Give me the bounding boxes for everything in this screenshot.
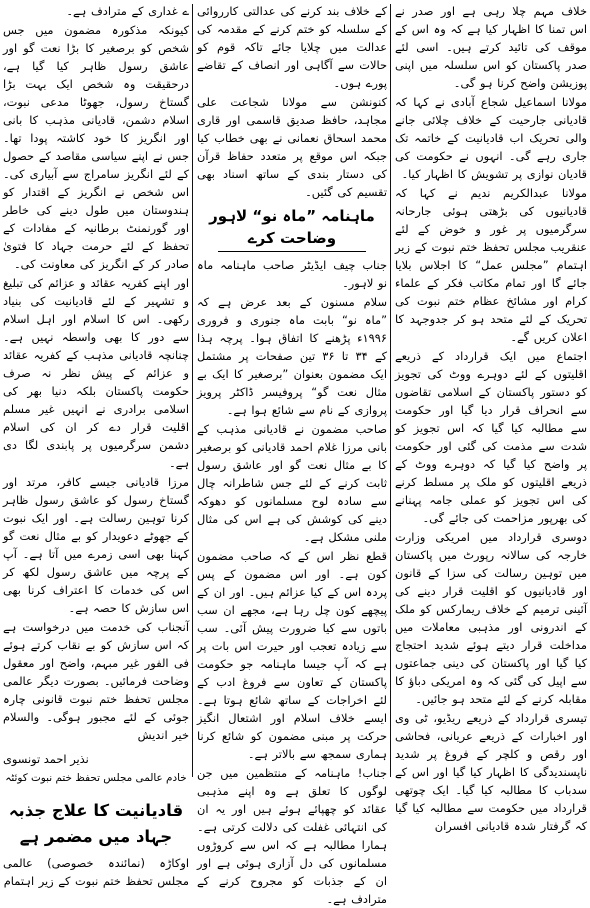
article-paragraph: اجتماع میں ایک قرارداد کے ذریعے اقلیتوں کے لئے دوہرے ووٹ کی تجویز کو دستور پاکستان کے اسلامی تقاضوں سے انحراف قرار دیا گیا اور حکومت سے مطالبہ کیا گیا کہ اس تجویز کو شدت سے مذمت کی گئی اور حکومت پر واضح کیا گیا کہ دوہرے ووٹ کے ذریعے اقلیتوں کو ملک پر مسلط کرنے کی اس تجویز کو عملی جامہ پہنانے کی بھرپور مزاحمت کی جائے گی۔ [395, 349, 587, 525]
column-divider [390, 4, 391, 777]
letter-heading: ماہنامہ ”ماہ نو“ لاہور وضاحت کرے [209, 207, 375, 247]
letter-paragraph: صاحب مضمون نے قادیانی مذہب کے بانی مرزا غلام احمد قادیانی کو برصغیر کا بے مثال نعت گو اور عاشق رسول ثابت کرنے کے لئے جس شاطرانہ چال سے سادہ لوح مسلمانوں کو دھوکہ دینے کی کوشش کی ہے اس کی مثال ملنی مشکل ہے۔ [197, 422, 387, 544]
article-paragraph: اور اپنے کفریہ عقائد و عزائم کی تبلیغ و تشہیر کے لئے قادیانیت کی بنیاد رکھی۔ اس کا اسلام اور اہل اسلام سے دور کا بھی واسطہ نہیں ہے۔ چنانچہ قادیانی مذہب کے کفریہ عقائد و عزائم کے پیش نظر نہ صرف حکومت پاکستان بلکہ دنیا بھر کی اسلامی برادری نے انہیں غیر مسلم اقلیت قرار دے کر ان کی اسلام دشمن سرگرمیوں پر پابندی لگا دی ہے۔ [3, 276, 189, 470]
article-paragraph: کے خلاف بند کرنے کی عدالتی کارروائی کے سلسلہ کو ختم کرنے کے مقدمہ کی عدالت میں چلایا جائے تاکہ قوم کو حالات سے آگاہی اور انصاف کے تقاضے پورے ہوں۔ [197, 4, 387, 90]
letter-paragraph: سلام مسنون کے بعد عرض ہے کہ ”ماہ نو“ بابت ماہ جنوری و فروری ۱۹۹۶ء پڑھنے کا اتفاق ہوا۔ پرچہ ہذا کے ۳۴ تا ۳۶ تین صفحات پر مشتمل ایک مضمون بعنوان ”برصغیر کا ایک بے مثال نعت گو“ پروفیسر ڈاکٹر پرویز پروازی کے نام سے شائع ہوا ہے۔ [197, 295, 388, 417]
article-headline: قادیانیت کا علاج جذبہ جہاد میں مضمر ہے [8, 801, 184, 846]
article-paragraph: خلاف مہم چلا رہی ہے اور صدر نے اس تمنا کا اظہار کیا ہے کہ وہ اس کے موقف کی تائید کرتے ہیں۔ اسی لئے صدر پاکستان کو اس سلسلہ میں اپنی پوزیشن واضح کرنا ہو گی۔ [395, 4, 587, 90]
letter-paragraph: قطع نظر اس کے کہ صاحب مضمون کون ہے۔ اور اس مضمون کے پس پردہ اس کے کیا عزائم ہیں۔ اور ان کے پیچھے کون چل رہا ہے، مجھے ان سب باتوں سے کیا ضرورت پیش آئی۔ سب سے زیادہ تعجب اور حیرت اس بات پر ہے کہ آپ جیسا ماہنامہ جو حکومت پاکستان کے تعاون سے فروغ ادب کے لئے اخراجات کے ساتھ شائع ہوتا ہے۔ ایسے خلاف اسلام اور اشتعال انگیز حرکت پر مبنی مضمون کو شائع کرنا ہماری سمجھ سے بالاتر ہے۔ [197, 549, 387, 761]
column-divider [192, 4, 193, 777]
article-paragraph: مولانا اسماعیل شجاع آبادی نے کہا کہ قادیانی جارحیت کے خلاف چلائی جانے والی تحریک اب قادیانیت کے خاتمہ تک جاری رہے گی۔ انہوں نے حکومت کی قادیان نوازی پر تشویش کا اظہار کیا۔ [395, 95, 587, 181]
article-paragraph: ے غداری کے مترادف ہے۔ [66, 4, 189, 18]
article-paragraph: کیونکہ مذکورہ مضمون میں جس شخص کو برصغیر کا بڑا نعت گو اور عاشق رسول ظاہر کیا گیا ہے، درحقیقت وہ شخص ایک بہت بڑا گستاخ رسول، جھوٹا مدعی نبوت، اسلام دشمن، قادیانی مذہب کا بانی اور انگریز کا خود کاشتہ پودا تھا۔ جس نے اپنے سیاسی مقاصد کے حصول کے لئے انگریز سامراج سے آبیاری کی۔ اس شخص نے انگریز کے اقتدار کو ہندوستان میں طول دینے کی خاطر اور گورنمنٹ برطانیہ کے مفادات کے تحفظ کے لئے حرمت جہاد کا فتویٰ صادر کر کے انگریز کی معاونت کی۔ [3, 23, 189, 271]
middle-column [194, 2, 390, 906]
left-column [0, 2, 192, 888]
letter-signature: نذیر احمد تونسوی [3, 752, 89, 766]
article-paragraph: اوکاڑہ (نمائندہ خصوصی) عالمی مجلس تحفظ ختم نبوت کے زیر اہتمام [3, 856, 189, 888]
article-paragraph: آنجناب کی خدمت میں درخواست ہے کہ اس سازش کو بے نقاب کرتے ہوئے فی الفور غیر مبہم، واضح اور معقول وضاحت فرمائیں۔ بصورت دیگر عالمی مجلس تحفظ ختم نبوت قانونی چارہ جوئی کے لئے مجبور ہوگی۔ والسلام خیر اندیش [3, 620, 189, 742]
letter-paragraph: جناب! ماہنامہ کے منتظمین میں جن لوگوں کا تعلق ہے وہ اپنے مذہبی عقائد کو چھپائے ہوئے ہیں اور یہ ان کی انتہائی غفلت کی دلالت کرتی ہے۔ ہمارا مطالبہ ہے کہ اس سے کروڑوں مسلمانوں کی دل آزاری ہوئی ہے اور ان کے جذبات کو مجروح کرنے کے مترادف ہے۔ [197, 766, 387, 906]
right-column [392, 2, 590, 833]
heading-underline [218, 251, 366, 252]
letter-salutation: جناب چیف ایڈیٹر صاحب ماہنامہ ماہ نو لاہور۔ [197, 258, 387, 290]
article-paragraph: کنونشن سے مولانا شجاعت علی مجاہد، حافظ صدیق قاسمی اور قاری محمد اسحاق نعمانی نے بھی خطاب کیا جبکہ اس موقع پر متعدد حفاظ قرآن کی دستار بندی کے ساتھ اسناد بھی تقسیم کی گئیں۔ [197, 95, 387, 199]
article-paragraph: تیسری قرارداد کے ذریعے ریڈیو، ٹی وی اور اخبارات کے ذریعے عریانی، فحاشی اور رقص و کلچر کے فروغ پر شدید ناپسندیدگی کا اظہار کیا گیا اور اس کے سدباب کا مطالبہ کیا گیا۔ ایک چوتھی قرارداد میں حکومت سے مطالبہ کیا گیا کہ گرفتار شدہ قادیانی افسران [395, 711, 587, 833]
article-paragraph: مولانا عبدالکریم ندیم نے کہا کہ قادیانیوں کی بڑھتی ہوئی جارحانہ سرگرمیوں پر غور و خوض کے لئے عنقریب مجلس تحفظ ختم نبوت کے زیر اہتمام ”مجلس عمل“ کا اجلاس بلایا جائے گا اور تمام مکاتب فکر کے علماء کرام اور مشائخ عظام ختم نبوت کی تحریک کے لئے متحد ہو کر جدوجہد کا اعلان کریں گے۔ [395, 186, 587, 344]
signature-credit: خادم عالمی مجلس تحفظ ختم نبوت کوئٹہ [5, 772, 187, 784]
article-paragraph: مرزا قادیانی جیسے کافر، مرتد اور گستاخ رسول کو عاشق رسول ظاہر کرنا توہین رسالت ہے۔ اور ایک نبوت کے جھوٹے دعویدار کو بے مثال نعت گو کہنا بھی اسی زمرے میں آتا ہے۔ آپ کے پرچہ میں عاشق رسول لکھ کر اس کی خدمات کا اعتراف کرنا بھی اس سازش کا حصہ ہے۔ [3, 475, 189, 615]
article-paragraph: دوسری قرارداد میں امریکی وزارت خارجہ کی سالانہ رپورٹ میں پاکستان میں توہین رسالت کی سزا کے قانون اور قادیانیوں کو اقلیت قرار دینے کی آئینی ترمیم کے خلاف ریمارکس کو ملک کے اندرونی اور مذہبی معاملات میں مداخلت قرار دیتے ہوئے شدید احتجاج کیا گیا اور پاکستان کی دینی جماعتوں سے اپیل کی گئی کہ وہ امریکی دباؤ کا مقابلہ کرنے کے لئے متحد ہو جائیں۔ [395, 530, 587, 706]
